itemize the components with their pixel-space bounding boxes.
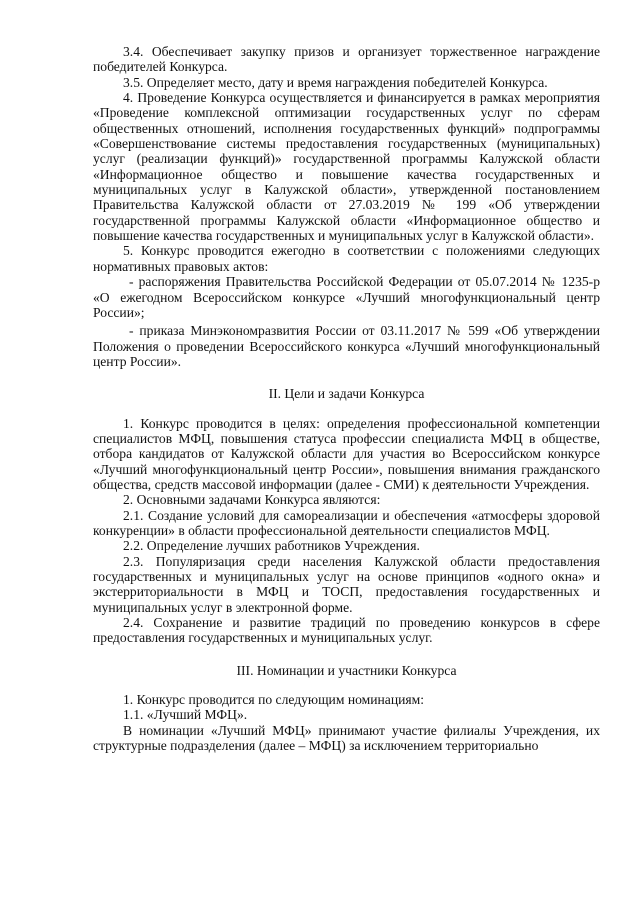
paragraph-3-4: 3.4. Обеспечивает закупку призов и организует торжественное награждение победителей Конкурса. xyxy=(93,44,600,75)
document-body xyxy=(93,44,600,753)
list-item-order: - приказа Минэкономразвития России от 03.11.2017 № 599 «Об утверждении Положения о проведении Всероссийского конкурса «Лучший многофункциональный центр России». xyxy=(93,323,600,369)
paragraph-nominations-1: 1. Конкурс проводится по следующим номинациям: xyxy=(123,692,425,708)
paragraph-goals-2-1: 2.1. Создание условий для самореализации и обеспечения «атмосферы здоровой конкуренции» в области профессиональной деятельности специалистов МФЦ. xyxy=(93,507,600,538)
section-heading-goals: II. Цели и задачи Конкурса xyxy=(268,386,425,402)
paragraph-goals-2-4: 2.4. Сохранение и развитие традиций по проведению конкурсов в сфере предоставления государственных и муниципальных услуг. xyxy=(93,615,600,646)
list-item-decree: - распоряжения Правительства Российской Федерации от 05.07.2014 № 1235-р «О ежегодном Всероссийском конкурсе «Лучший многофункциональный центр России»; xyxy=(93,274,600,320)
paragraph-4: 4. Проведение Конкурса осуществляется и финансируется в рамках мероприятия «Проведение комплексной оптимизации государственных услуг по сферам общественных отношений, исполнения государственных функций» подпрограммы «Совершенствование системы предоставления государственных (муниципальных) услуг (реализации функций)» государственной программы Калужской области «Информационное общество и повышение качества государственных и муниципальных услуг в Калужской области», утвержденной постановлением Правительства Калужской области от 27.03.2019 № 199 «Об утверждении государственной программы Калужской области «Информационное общество и повышение качества государственных и муниципальных услуг в Калужской области». xyxy=(93,90,600,244)
paragraph-3-5: 3.5. Определяет место, дату и время награждения победителей Конкурса. xyxy=(123,74,548,90)
paragraph-nominations-text: В номинации «Лучший МФЦ» принимают участие филиалы Учреждения, их структурные подразделения (далее – МФЦ) за исключением территориально xyxy=(93,722,600,754)
paragraph-goals-2-3: 2.3. Популяризация среди населения Калужской области предоставления государственных и муниципальных услуг на основе принципов «одного окна» и экстерриториальности в МФЦ и ТОСП, предоставления государственных и муниципальных услуг в электронной форме. xyxy=(93,553,600,615)
paragraph-goals-1: 1. Конкурс проводится в целях: определения профессиональной компетенции специалистов МФЦ, повышения статуса профессии специалиста МФЦ в обществе, отбора кандидатов от Калужской области для участия во Всероссийском конкурсе «Лучший многофункциональный центр России», повышения внимания гражданского общества, средств массовой информации (далее - СМИ) к деятельности Учреждения. xyxy=(93,415,600,492)
paragraph-5: 5. Конкурс проводится ежегодно в соответствии с положениями следующих нормативных правовых актов: xyxy=(93,243,600,274)
section-heading-nominations: III. Номинации и участники Конкурса xyxy=(236,662,457,678)
paragraph-nominations-1-1: 1.1. «Лучший МФЦ». xyxy=(123,707,248,723)
paragraph-goals-2-2: 2.2. Определение лучших работников Учреждения. xyxy=(123,538,420,554)
paragraph-goals-2: 2. Основными задачами Конкурса являются: xyxy=(123,492,381,508)
